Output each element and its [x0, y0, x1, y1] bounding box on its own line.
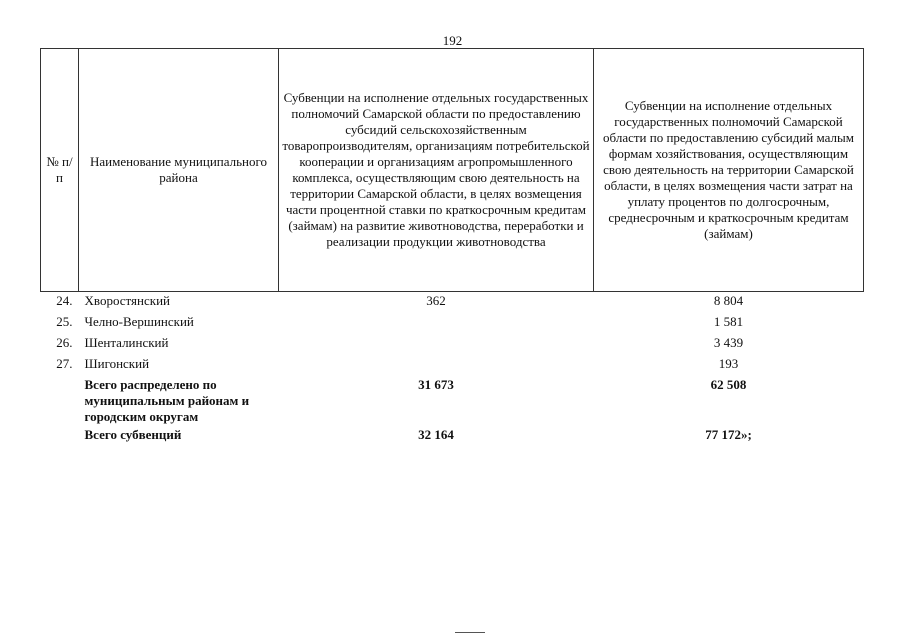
total-distributed-row — [41, 376, 864, 426]
row-number: 27. — [56, 356, 73, 371]
subsidy-livestock-value — [279, 334, 594, 355]
header-number: № п/п — [41, 49, 79, 292]
total-subsidies-row — [41, 426, 864, 447]
district-name: Шенталинский — [84, 335, 169, 350]
subsidy-livestock-value — [279, 355, 594, 376]
table-row — [41, 334, 864, 355]
subsidy-small-farms-value: 1 581 — [713, 314, 744, 329]
header-district-name: Наименование муниципального района — [79, 49, 279, 292]
table-body — [41, 292, 864, 448]
row-number: 26. — [56, 335, 73, 350]
total-subsidies-small-farms: 77 172»; — [705, 427, 752, 442]
subsidy-table — [40, 48, 864, 447]
row-number: 25. — [56, 314, 73, 329]
subsidy-livestock-value: 362 — [426, 293, 446, 308]
total-distributed-livestock: 31 673 — [418, 377, 454, 392]
subsidy-small-farms-value: 3 439 — [713, 335, 744, 350]
subsidy-livestock-value — [279, 313, 594, 334]
district-name: Шигонский — [84, 356, 150, 371]
table-row — [41, 355, 864, 376]
header-subsidy-livestock: Субвенции на исполнение отдельных государственных полномочий Самарской области по предоставлению субсидий сельскохозяйственным товаропроизводителям, организациям потребительской кооперации и организациям агропромышленного комплекса, осуществляющим свою деятельность на территории Самарской области, в целях возмещения части процентной ставки по краткосрочным кредитам (займам) на развитие животноводства, переработки и реализации продукции животноводства — [279, 49, 594, 292]
header-subsidy-small-farms: Субвенции на исполнение отдельных государственных полномочий Самарской области по предоставлению субсидий малым формам хозяйствования, осуществляющим свою деятельность на территории Самарской области, в целях возмещения части затрат на уплату процентов по долгосрочным, среднесрочным и краткосрочным кредитам (займам) — [594, 49, 864, 292]
table-row — [41, 292, 864, 314]
footer-divider — [455, 632, 485, 633]
table-row — [41, 313, 864, 334]
subsidy-small-farms-value: 193 — [718, 356, 739, 371]
table-header — [41, 49, 864, 292]
district-name: Челно-Вершинский — [84, 314, 194, 329]
total-subsidies-livestock: 32 164 — [418, 427, 454, 442]
total-subsidies-label: Всего субвенций — [84, 427, 182, 442]
subsidy-small-farms-value: 8 804 — [713, 293, 744, 308]
page-number: 192 — [442, 33, 463, 48]
total-distributed-small-farms: 62 508 — [710, 377, 747, 392]
district-name: Хворостянский — [84, 293, 170, 308]
total-distributed-label: Всего распределено по муниципальным районам и городским округам — [84, 377, 250, 424]
row-number: 24. — [56, 293, 73, 308]
